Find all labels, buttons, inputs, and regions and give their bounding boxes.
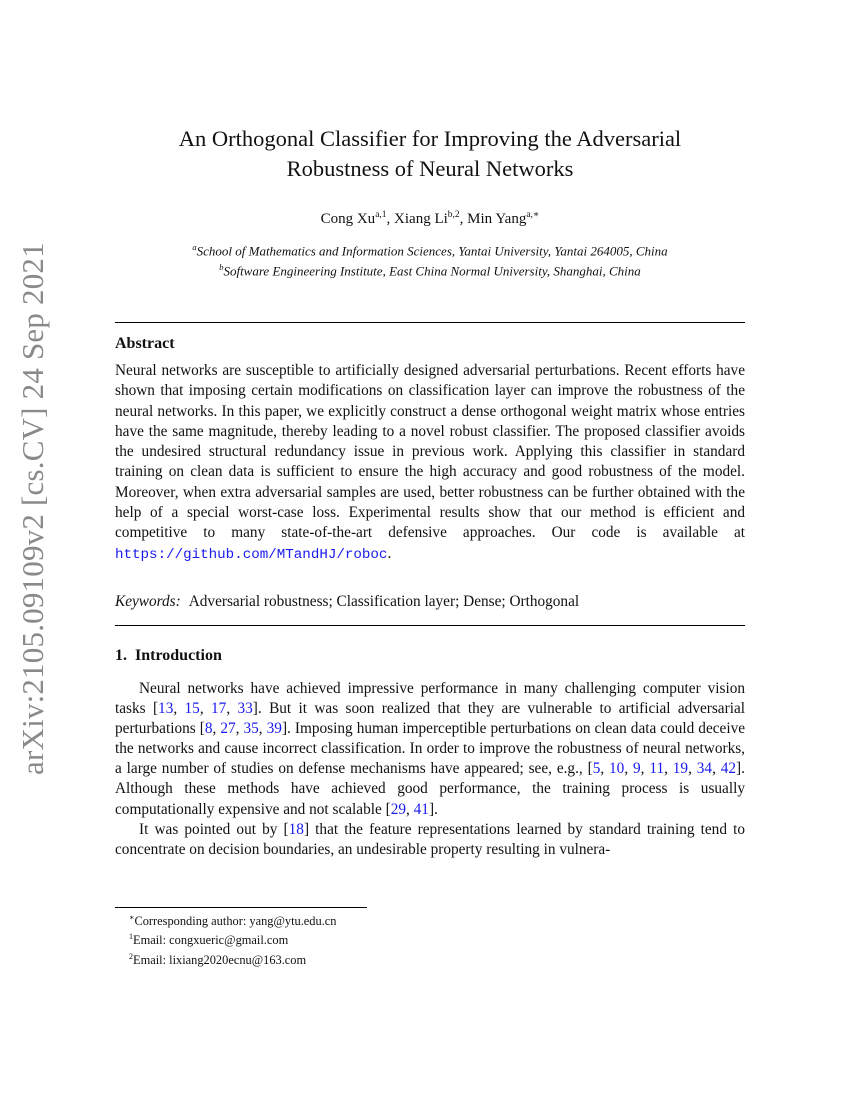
section-title: Introduction bbox=[135, 647, 222, 664]
citation-link[interactable]: 10 bbox=[609, 760, 625, 778]
citation-link[interactable]: 41 bbox=[413, 800, 429, 818]
affiliations bbox=[115, 239, 745, 280]
citation-link[interactable]: 34 bbox=[696, 760, 713, 778]
affiliation-mark: a bbox=[192, 242, 197, 252]
footnote-mark: 2 bbox=[129, 951, 133, 961]
affiliation-text: Software Engineering Institute, East China Normal University, Shanghai, China bbox=[223, 263, 641, 279]
section-number: 1. bbox=[115, 647, 127, 664]
author-name: Xiang Li bbox=[394, 211, 448, 227]
code-repository-link[interactable]: https://github.com/MTandHJ/roboc bbox=[115, 546, 388, 563]
keywords-text: Adversarial robustness; Classification layer; Dense; Orthogonal bbox=[188, 593, 580, 610]
paragraph-text: ]. bbox=[428, 800, 438, 818]
citation-link[interactable]: 9 bbox=[633, 760, 641, 778]
affiliation-mark: b bbox=[219, 262, 224, 273]
citation-link[interactable]: 13 bbox=[158, 700, 174, 718]
keywords bbox=[115, 592, 745, 612]
citation-link[interactable]: 8 bbox=[204, 720, 213, 738]
affiliation-text: School of Mathematics and Information Sciences, Yantai University, Yantai 264005, China bbox=[196, 243, 668, 259]
citation-link[interactable]: 18 bbox=[288, 820, 304, 838]
footnote-corresponding bbox=[115, 910, 745, 929]
footnote-mark: ∗ bbox=[129, 913, 135, 922]
citation-link[interactable]: 19 bbox=[672, 760, 689, 778]
footnote-rule bbox=[115, 907, 367, 908]
author-mark: a,1 bbox=[375, 210, 387, 220]
author-name: Min Yang bbox=[467, 211, 527, 227]
abstract-text bbox=[115, 361, 745, 565]
abstract-heading: Abstract bbox=[115, 335, 175, 352]
citation-link[interactable]: 15 bbox=[184, 700, 200, 718]
abstract-end: . bbox=[387, 544, 392, 562]
paragraph-text: ] that the feature representations learned by standard training tend to concentrate on decision boundaries, an undesirable property resulting in vulnera- bbox=[115, 820, 746, 858]
author-separator: , bbox=[386, 211, 395, 227]
title-line-1: An Orthogonal Classifier for Improving the Adversarial bbox=[178, 126, 682, 151]
introduction-body bbox=[115, 679, 745, 860]
paper-title bbox=[115, 124, 745, 184]
citation-link[interactable]: 33 bbox=[237, 700, 253, 718]
affiliation-a bbox=[115, 239, 745, 259]
paragraph-text: ]. But it was soon realized that they are vulnerable to artificial adversarial perturbations [ bbox=[115, 700, 745, 738]
author-mark: b,2 bbox=[447, 210, 460, 220]
section-heading-introduction bbox=[115, 647, 222, 665]
title-line-2: Robustness of Neural Networks bbox=[286, 156, 574, 181]
footnotes bbox=[115, 910, 745, 968]
footnote-2 bbox=[115, 949, 745, 968]
footnote-text: Corresponding author: yang@ytu.edu.cn bbox=[134, 914, 337, 929]
paragraph-text: ]. Imposing human imperceptible perturbations on clean data could deceive the networks and cause incorrect classification. In order to improve the robustness of neural networks, a large number of studies on defense mechanisms have appeared; see, e.g., [ bbox=[115, 720, 746, 778]
footnote-text: Email: congxueric@gmail.com bbox=[133, 933, 289, 948]
citation-link[interactable]: 11 bbox=[649, 760, 665, 778]
intro-paragraph-1: Neural networks have achieved impressive performance in many challenging computer vision tasks [13, 15, 17, 33]. But it was soon realized that they are vulnerable to artificial adversarial perturbations [8, 27, 35, 39]. Imposing human imperceptible perturbations on clean data could deceive the networks and cause incorrect classification. In order to improve the robustness of neural networks, a large number of studies on defense mechanisms have appeared; see, e.g., [5, 10, 9, 11, 19, 34, 42]. Although these methods have achieved good performance, the training process is usually computationally expensive and not scalable [29, 41]. bbox=[115, 680, 746, 818]
citation-link[interactable]: 17 bbox=[211, 700, 227, 718]
author-mark: a,∗ bbox=[526, 210, 540, 220]
top-rule bbox=[115, 322, 745, 323]
arxiv-identifier-stamp: arXiv:2105.09109v2 [cs.CV] 24 Sep 2021 bbox=[15, 242, 50, 775]
author-separator: , bbox=[459, 211, 468, 227]
footnote-1 bbox=[115, 929, 745, 948]
author-list bbox=[115, 205, 745, 229]
affiliation-b bbox=[115, 259, 745, 279]
abstract-body-text: Neural networks are susceptible to artificially designed adversarial perturbations. Recent efforts have shown that imposing certain modifications on classification layer can improve the robustness of the neural networks. In this paper, we explicitly construct a dense orthogonal weight matrix whose entries have the same magnitude, thereby leading to a novel robust classifier. The proposed classifier avoids the undesired structural redundancy issue in previous work. Applying this classifier in standard training on clean data is sufficient to ensure the high accuracy and good robustness of the model. Moreover, when extra adversarial samples are used, better robustness can be further obtained with the help of a special worst-case loss. Experimental results show that our method is efficient and competitive to many state-of-the-art defensive approaches. Our code is available at bbox=[115, 362, 745, 542]
author-name: Cong Xu bbox=[320, 211, 376, 227]
footnote-mark: 1 bbox=[129, 932, 133, 942]
intro-paragraph-2 bbox=[115, 820, 745, 860]
bottom-rule bbox=[115, 625, 745, 626]
paragraph-text: ]. Although these methods have achieved good performance, the training process is usually computationally expensive and not scalable [ bbox=[115, 760, 745, 818]
citation-link[interactable]: 39 bbox=[266, 720, 282, 738]
citation-link[interactable]: 42 bbox=[720, 760, 737, 778]
footnote-text: Email: lixiang2020ecnu@163.com bbox=[133, 952, 307, 967]
paragraph-text: It was pointed out by [ bbox=[139, 820, 289, 838]
citation-link[interactable]: 5 bbox=[592, 760, 601, 778]
paragraph-text: Neural networks have achieved impressive performance in many challenging computer vision tasks [ bbox=[115, 680, 745, 718]
keywords-label: Keywords: bbox=[115, 593, 181, 610]
citation-link[interactable]: 35 bbox=[243, 720, 259, 738]
citation-link[interactable]: 29 bbox=[390, 800, 406, 818]
citation-link[interactable]: 27 bbox=[220, 720, 236, 738]
